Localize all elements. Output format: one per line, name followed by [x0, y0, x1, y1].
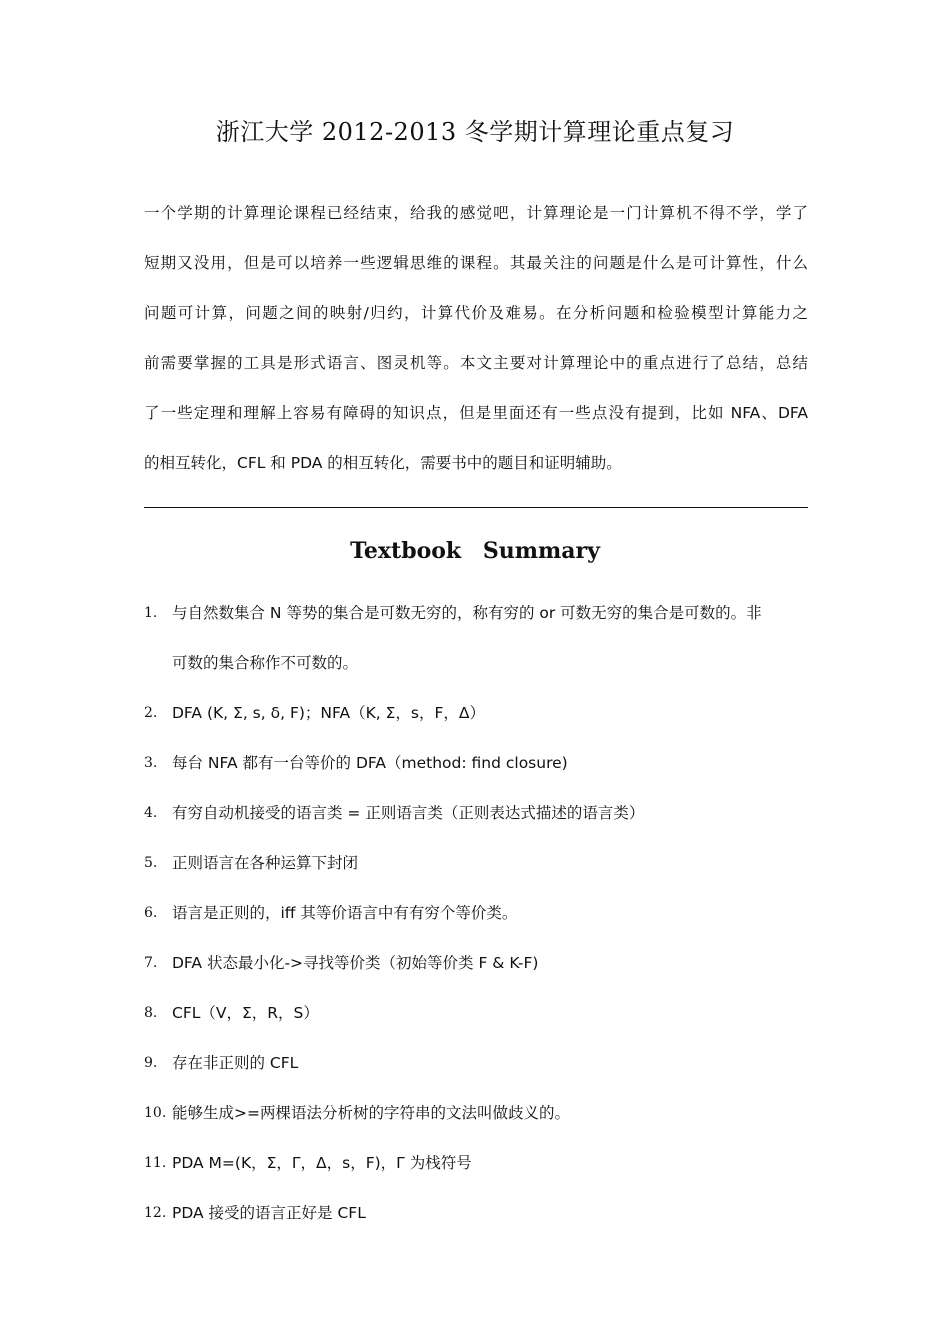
summary-list [144, 596, 808, 1246]
list-item [144, 996, 808, 1046]
list-item-number: 8. [144, 1005, 158, 1021]
intro-line: 问题可计算，问题之间的映射/归约，计算代价及难易。在分析问题和检验模型计算能力之 [144, 304, 808, 322]
list-item-line: 正则语言在各种运算下封闭 [172, 854, 359, 872]
document-title: 浙江大学 2012-2013 冬学期计算理论重点复习 [215, 118, 735, 146]
list-item [144, 596, 808, 696]
list-item-text [172, 1196, 808, 1246]
list-item-number: 9. [144, 1055, 158, 1071]
list-item [144, 1196, 808, 1246]
intro-line: 短期又没用，但是可以培养一些逻辑思维的课程。其最关注的问题是什么是可计算性，什么 [144, 254, 808, 272]
list-item-line: 有穷自动机接受的语言类 = 正则语言类（正则表达式描述的语言类） [172, 804, 645, 822]
list-item-number: 3. [144, 755, 158, 771]
list-item [144, 896, 808, 946]
list-item-text [172, 1096, 808, 1146]
intro-line: 的相互转化，CFL 和 PDA 的相互转化，需要书中的题目和证明辅助。 [144, 454, 622, 472]
list-item [144, 1046, 808, 1096]
horizontal-rule [144, 507, 808, 508]
intro-line: 了一些定理和理解上容易有障碍的知识点，但是里面还有一些点没有提到，比如 NFA、DFA [144, 404, 808, 422]
list-item-line: DFA (K, Σ, s, δ, F)；NFA（K, Σ，s，F，Δ） [172, 704, 485, 722]
list-item [144, 696, 808, 746]
list-item-line: 每台 NFA 都有一台等价的 DFA（method: find closure) [172, 754, 568, 772]
intro-line: 一个学期的计算理论课程已经结束，给我的感觉吧，计算理论是一门计算机不得不学，学了 [144, 204, 808, 222]
list-item-text [172, 896, 808, 946]
list-item-number: 5. [144, 855, 158, 871]
list-item-text [172, 846, 808, 896]
list-item-text [172, 1146, 808, 1196]
list-item-number: 4. [144, 805, 158, 821]
list-item-text [172, 1046, 808, 1096]
list-item-text [172, 796, 808, 846]
list-item-number: 7. [144, 955, 158, 971]
intro-line: 前需要掌握的工具是形式语言、图灵机等。本文主要对计算理论中的重点进行了总结，总结 [144, 354, 808, 372]
list-item-number: 2. [144, 705, 158, 721]
list-item [144, 946, 808, 996]
list-item-line: PDA 接受的语言正好是 CFL [172, 1204, 366, 1222]
list-item [144, 746, 808, 796]
list-item-line: CFL（V，Σ，R，S） [172, 1004, 319, 1022]
list-item-text [172, 946, 808, 996]
list-item [144, 846, 808, 896]
list-item [144, 1096, 808, 1146]
list-item-number: 10. [144, 1105, 167, 1121]
list-item-number: 11. [144, 1155, 167, 1171]
list-item-line: 可数的集合称作不可数的。 [172, 654, 359, 672]
list-item-number: 1. [144, 605, 158, 621]
list-item-number: 6. [144, 905, 158, 921]
list-item-text [172, 696, 808, 746]
list-item-text [172, 996, 808, 1046]
list-item-line: 语言是正则的，iff 其等价语言中有有穷个等价类。 [172, 904, 518, 922]
list-item [144, 1146, 808, 1196]
intro-paragraph [144, 196, 808, 496]
list-item-line: 与自然数集合 N 等势的集合是可数无穷的，称有穷的 or 可数无穷的集合是可数的。非 [172, 604, 762, 622]
list-item-line: DFA 状态最小化->寻找等价类（初始等价类 F & K-F) [172, 954, 539, 972]
list-item-text [172, 596, 808, 696]
section-heading: Textbook Summary [350, 538, 600, 564]
list-item-line: 存在非正则的 CFL [172, 1054, 299, 1072]
list-item-line: PDA M=(K，Σ，Γ，Δ，s，F)，Γ 为栈符号 [172, 1154, 472, 1172]
list-item-line: 能够生成>=两棵语法分析树的字符串的文法叫做歧义的。 [172, 1104, 570, 1122]
list-item-text [172, 746, 808, 796]
list-item-number: 12. [144, 1205, 167, 1221]
list-item [144, 796, 808, 846]
